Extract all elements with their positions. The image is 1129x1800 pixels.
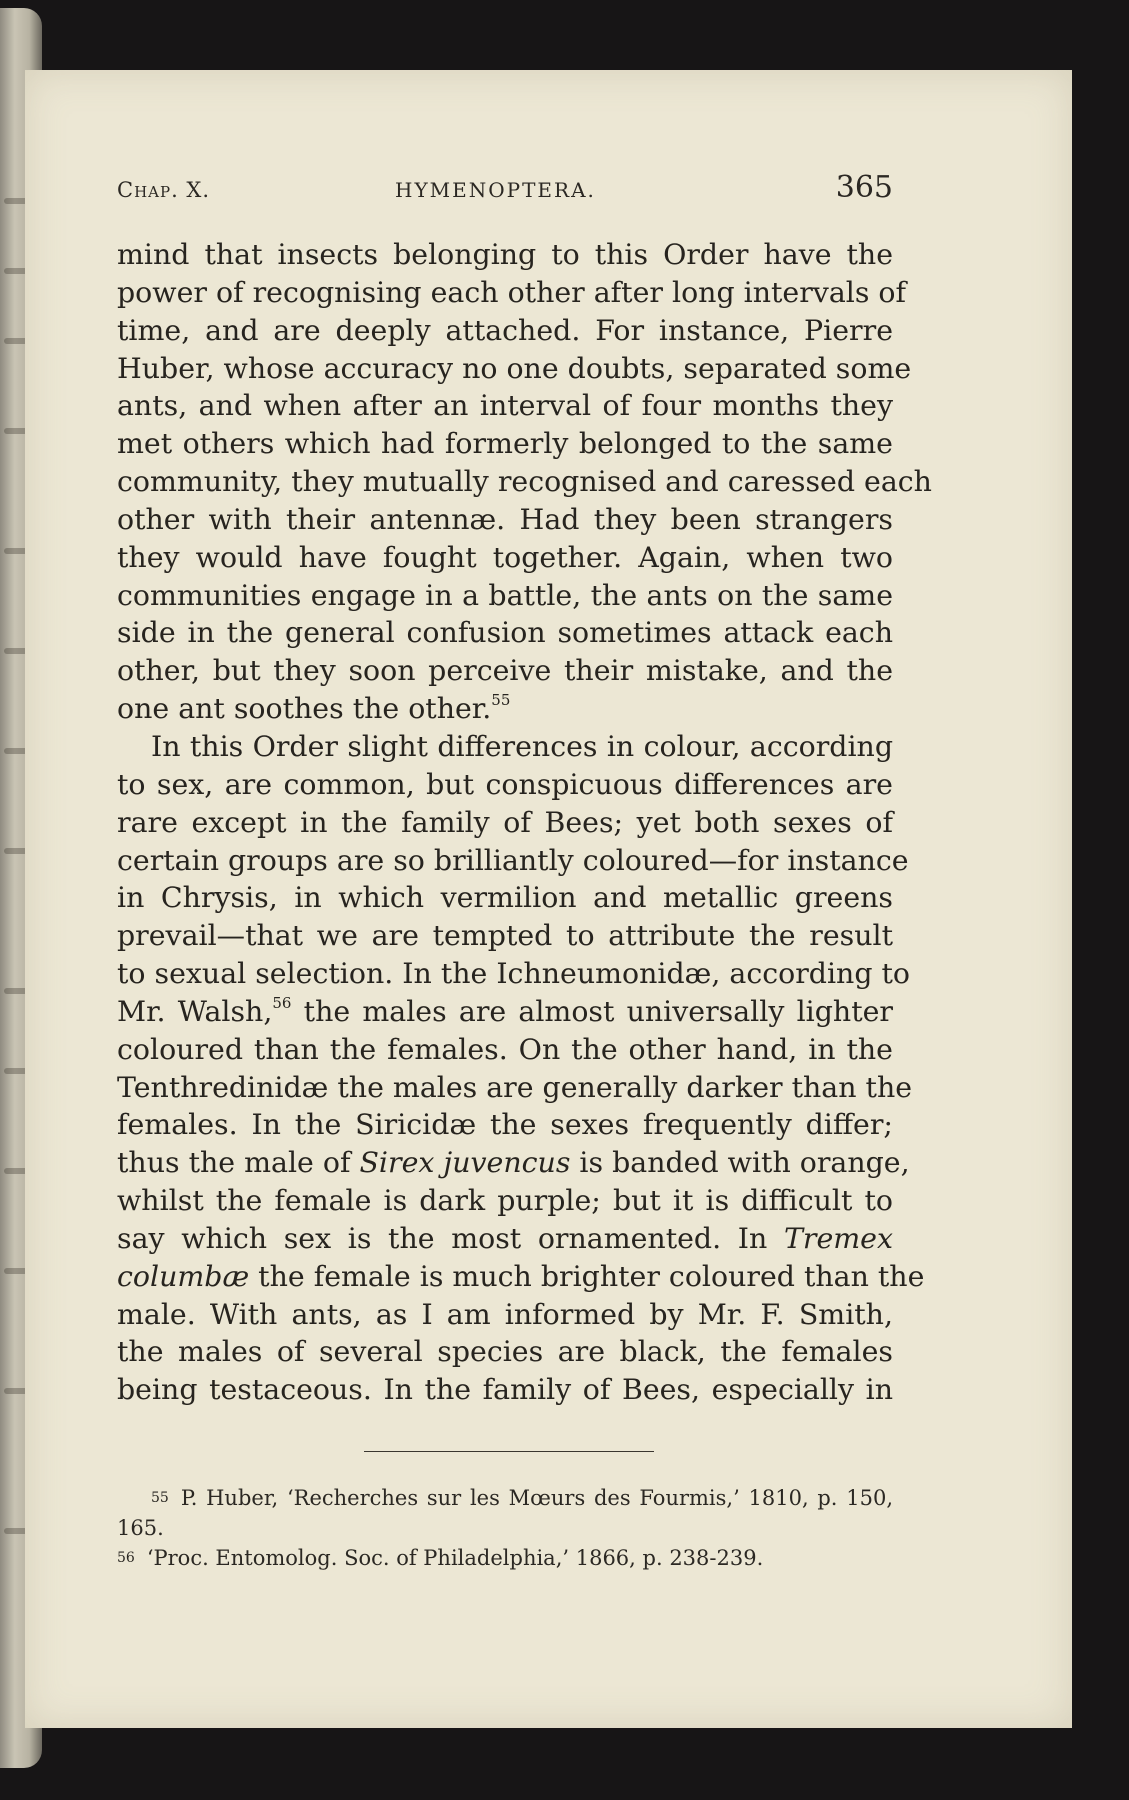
- section-title: HYMENOPTERA.: [395, 178, 596, 202]
- body-text: [117, 236, 932, 1409]
- footnote-55-continued: 165.: [117, 1516, 164, 1540]
- text-line: one ant soothes the other.$^{55}$: [117, 691, 511, 726]
- footnote-number: 55: [151, 1490, 169, 1506]
- footnote-56: $^{56}$ ‘Proc. Entomolog. Soc. of Philadelphia,’ 1866, p. 238-239.: [117, 1546, 764, 1570]
- text-line: coloured than the females. On the other hand, in the: [117, 1032, 893, 1066]
- text-line: they would have fought together. Again, when two: [117, 540, 893, 574]
- text-line: to sex, are common, but conspicuous differences are: [117, 767, 893, 801]
- page-number: 365: [835, 170, 893, 205]
- footnote-divider: [364, 1451, 654, 1452]
- text-line: other, but they soon perceive their mistake, and the: [117, 654, 893, 688]
- footnote-ref-56: 56: [272, 993, 292, 1012]
- text-line: side in the general confusion sometimes attack each: [117, 616, 893, 650]
- footnote-number: 56: [117, 1550, 135, 1566]
- text-line: male. With ants, as I am informed by Mr. F. Smith,: [117, 1297, 893, 1331]
- text-line: females. In the Siricidæ the sexes frequently differ;: [117, 1108, 893, 1142]
- text-line: time, and are deeply attached. For instance, Pierre: [117, 313, 893, 347]
- text-line: the males of several species are black, the females: [117, 1335, 893, 1369]
- footnote-55: $^{55}$ P. Huber, ‘Recherches sur les Mœurs des Fourmis,’ 1810, p. 150,: [151, 1486, 893, 1510]
- text-line: whilst the female is dark purple; but it is difficult to: [117, 1184, 893, 1218]
- text-line: being testaceous. In the family of Bees, especially in: [117, 1373, 893, 1407]
- text-line: to sexual selection. In the Ichneumonidæ, according to: [117, 957, 911, 991]
- text-line: say which sex is the most ornamented. In Tremex: [117, 1221, 893, 1255]
- chapter-label: Chap. X.: [117, 178, 211, 202]
- text-line: community, they mutually recognised and caressed each: [117, 465, 932, 499]
- text-line: Huber, whose accuracy no one doubts, separated some: [117, 351, 912, 385]
- text-line: communities engage in a battle, the ants on the same: [117, 578, 893, 612]
- species-name: Tremex: [783, 1221, 893, 1255]
- text-line: ants, and when after an interval of four months they: [117, 389, 893, 423]
- text-line: rare except in the family of Bees; yet both sexes of: [117, 805, 893, 839]
- running-head: [117, 170, 893, 210]
- species-name: columbæ: [117, 1259, 250, 1293]
- paragraph-start-line: In this Order slight differences in colour, according: [151, 729, 893, 763]
- text-line: certain groups are so brilliantly coloured—for instance: [117, 843, 909, 877]
- text-line: columbæ the female is much brighter coloured than the: [117, 1259, 925, 1293]
- text-line: other with their antennæ. Had they been strangers: [117, 502, 893, 536]
- text-line: power of recognising each other after long intervals of: [117, 275, 907, 309]
- text-line: in Chrysis, in which vermilion and metallic greens: [117, 881, 893, 915]
- text-line: thus the male of Sirex juvencus is banded with orange,: [117, 1146, 910, 1180]
- text-line: met others which had formerly belonged to the same: [117, 427, 893, 461]
- text-line: mind that insects belonging to this Order have the: [117, 238, 893, 271]
- text-line: Tenthredinidæ the males are generally darker than the: [117, 1070, 913, 1104]
- species-name: Sirex juvencus: [359, 1146, 571, 1180]
- footnote-ref-55: 55: [491, 691, 511, 710]
- text-line: Mr. Walsh,$^{56}$ the males are almost universally lighter: [117, 993, 893, 1028]
- text-line: prevail—that we are tempted to attribute the result: [117, 919, 893, 953]
- footnotes: [117, 1483, 893, 1573]
